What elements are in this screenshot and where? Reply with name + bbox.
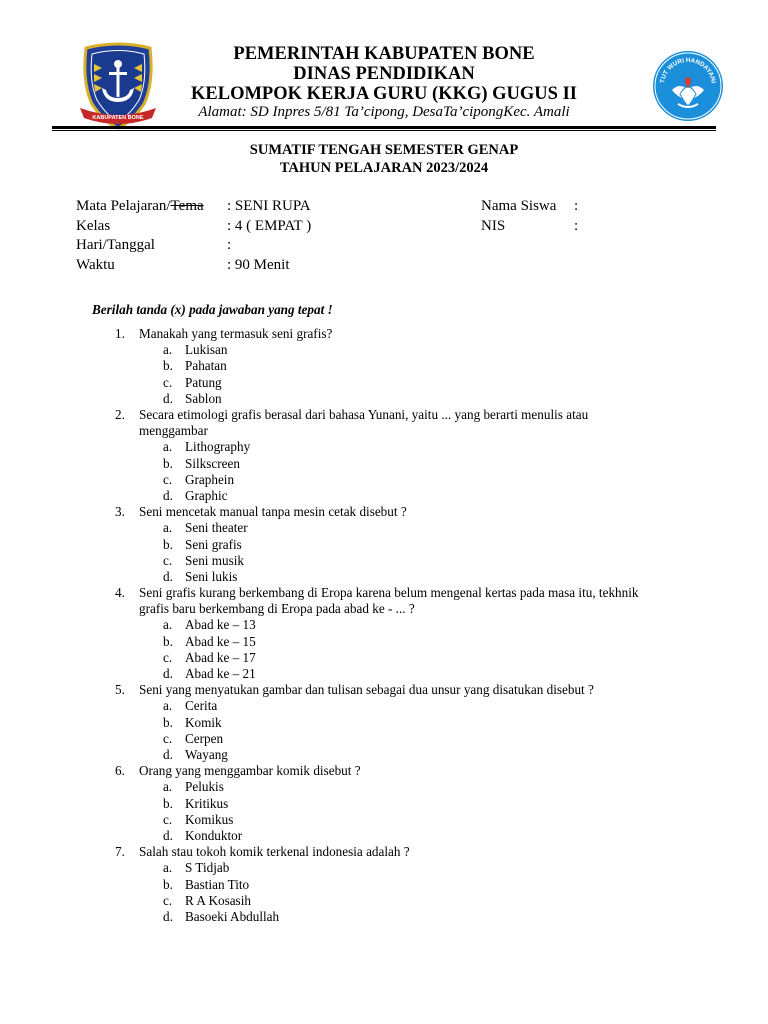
option-letter: b. (163, 876, 173, 892)
option-text: Seni theater (185, 520, 248, 536)
option-letter: a. (163, 779, 173, 795)
info-right (481, 197, 556, 236)
exam-title: SUMATIF TENGAH SEMESTER GENAP (249, 142, 519, 158)
answer-option[interactable] (0, 456, 768, 472)
info-value: : SENI RUPA (227, 198, 311, 214)
info-label: Waktu (76, 256, 115, 273)
answer-option[interactable] (0, 439, 768, 455)
option-letter: b. (163, 714, 173, 730)
question-item (0, 504, 768, 520)
option-letter: c. (163, 471, 173, 487)
question-text: Orang yang menggambar komik disebut ? (139, 763, 361, 779)
option-letter: b. (163, 358, 173, 374)
info-value: : 90 Menit (227, 256, 290, 273)
answer-option[interactable] (0, 909, 768, 925)
answer-option[interactable] (0, 860, 768, 876)
option-text: Bastian Tito (185, 876, 250, 892)
answer-option[interactable] (0, 796, 768, 812)
address: Alamat: SD Inpres 5/81 Ta’cipong, DesaTa’cipongKec. Amali (198, 104, 570, 120)
option-text: Lukisan (185, 342, 228, 358)
option-letter: d. (163, 568, 173, 584)
question-item (0, 763, 768, 779)
answer-option[interactable] (0, 650, 768, 666)
question-text: Seni grafis kurang berkembang di Eropa karena belum mengenal kertas pada masa itu, tekhnik grafis baru berkembang di Eropa pada abad ke - ... ? (139, 585, 639, 617)
answer-option[interactable] (0, 779, 768, 795)
answer-option[interactable] (0, 812, 768, 828)
header-rule-thick (52, 126, 716, 129)
option-text: Silkscreen (185, 455, 240, 471)
answer-option[interactable] (0, 731, 768, 747)
info-value: : (574, 217, 579, 234)
info-row-date (76, 236, 204, 256)
info-row-class (76, 217, 204, 237)
option-letter: b. (163, 633, 173, 649)
info-label: Kelas (76, 217, 111, 234)
question-number: 2. (115, 406, 125, 422)
question-number: 1. (115, 326, 125, 341)
answer-option[interactable] (0, 537, 768, 553)
question-item (0, 682, 768, 698)
option-text: Basoeki Abdullah (185, 908, 280, 924)
option-text: Abad ke – 17 (185, 649, 256, 665)
answer-option[interactable] (0, 391, 768, 407)
question-text: Seni yang menyatukan gambar dan tulisan sebagai dua unsur yang disatukan disebut ? (139, 682, 594, 698)
option-text: Lithography (185, 439, 251, 455)
info-left (76, 197, 204, 275)
option-letter: a. (163, 860, 173, 876)
info-label: Mata Pelajaran/ (76, 198, 171, 214)
info-label-struck: Tema (170, 198, 204, 214)
option-text: Kritikus (185, 795, 229, 811)
answer-option[interactable] (0, 375, 768, 391)
answer-option[interactable] (0, 634, 768, 650)
option-letter: b. (163, 795, 173, 811)
info-value: : (574, 198, 579, 214)
option-letter: c. (163, 811, 173, 827)
exam-year: TAHUN PELAJARAN 2023/2024 (279, 160, 489, 176)
option-text: Pahatan (185, 358, 227, 374)
kabupaten-bone-label: KABUPATEN BONE (92, 115, 144, 121)
option-letter: a. (163, 617, 173, 633)
option-letter: d. (163, 908, 173, 924)
question-item (0, 407, 768, 439)
option-text: Cerpen (185, 730, 224, 746)
answer-option[interactable] (0, 747, 768, 763)
question-number: 3. (115, 504, 125, 520)
answer-option[interactable] (0, 342, 768, 358)
option-text: Abad ke – 13 (185, 617, 256, 633)
letterhead (0, 44, 768, 121)
info-right-values (574, 197, 578, 236)
option-letter: d. (163, 746, 173, 762)
option-text: Komik (185, 714, 222, 730)
option-text: Cerita (185, 698, 218, 714)
option-letter: c. (163, 892, 173, 908)
option-text: Abad ke – 15 (185, 633, 256, 649)
kkg-name: KELOMPOK KERJA GURU (KKG) GUGUS II (191, 84, 577, 104)
option-letter: d. (163, 487, 173, 503)
question-text: Manakah yang termasuk seni grafis? (139, 326, 333, 341)
option-letter: a. (163, 520, 173, 536)
option-letter: b. (163, 536, 173, 552)
question-list (0, 326, 768, 925)
option-letter: c. (163, 374, 173, 390)
option-text: Patung (185, 374, 222, 390)
answer-option[interactable] (0, 698, 768, 714)
question-number: 6. (115, 763, 125, 779)
answer-option[interactable] (0, 893, 768, 909)
question-item (0, 585, 768, 617)
question-text: Salah stau tokoh komik terkenal indonesia adalah ? (139, 844, 410, 860)
option-text: Seni lukis (185, 568, 238, 584)
option-letter: a. (163, 698, 173, 714)
info-row-subject (76, 197, 204, 217)
info-label: Nama Siswa (481, 198, 557, 214)
info-left-values (227, 197, 311, 275)
answer-option[interactable] (0, 715, 768, 731)
question-number: 5. (115, 682, 125, 698)
option-letter: d. (163, 827, 173, 843)
answer-option[interactable] (0, 828, 768, 844)
question-number: 7. (115, 844, 125, 860)
option-text: Komikus (185, 811, 234, 827)
answer-option[interactable] (0, 488, 768, 504)
option-text: Seni grafis (185, 536, 242, 552)
option-letter: c. (163, 552, 173, 568)
option-letter: b. (163, 455, 173, 471)
option-letter: d. (163, 390, 173, 406)
option-letter: c. (163, 730, 173, 746)
option-text: Abad ke – 21 (185, 666, 256, 682)
instruction: Berilah tanda (x) pada jawaban yang tepat ! (92, 302, 333, 317)
tut-wuri-handayani-label: TUT WURI HANDAYANI (659, 56, 717, 84)
option-text: Wayang (185, 746, 228, 762)
option-text: Graphein (185, 471, 235, 487)
option-letter: d. (163, 666, 173, 682)
option-text: Konduktor (185, 827, 243, 843)
question-text: Secara etimologi grafis berasal dari bahasa Yunani, yaitu ... yang berarti menulis atau menggambar (139, 406, 589, 439)
info-label: Hari/Tanggal (76, 237, 155, 253)
option-letter: a. (163, 439, 173, 455)
option-text: Pelukis (185, 779, 224, 795)
option-text: Graphic (185, 487, 228, 503)
info-row-time (76, 256, 204, 276)
answer-option[interactable] (0, 617, 768, 633)
info-label: NIS (481, 217, 506, 234)
answer-option[interactable] (0, 553, 768, 569)
answer-option[interactable] (0, 520, 768, 536)
header-rule-thin (52, 130, 716, 131)
question-item (0, 844, 768, 860)
question-text: Seni mencetak manual tanpa mesin cetak disebut ? (139, 504, 407, 520)
answer-option[interactable] (0, 666, 768, 682)
answer-option[interactable] (0, 358, 768, 374)
answer-option[interactable] (0, 472, 768, 488)
option-text: Seni musik (185, 552, 244, 568)
govt-name: PEMERINTAH KABUPATEN BONE (233, 44, 535, 64)
info-value: : 4 ( EMPAT ) (227, 217, 312, 234)
question-item (0, 326, 768, 342)
question-number: 4. (115, 585, 125, 601)
option-text: R A Kosasih (185, 892, 251, 908)
answer-option[interactable] (0, 569, 768, 585)
option-letter: c. (163, 649, 173, 665)
answer-option[interactable] (0, 877, 768, 893)
info-value: : (227, 237, 232, 253)
agency-name: DINAS PENDIDIKAN (293, 64, 475, 84)
option-text: Sablon (185, 390, 222, 406)
option-letter: a. (163, 342, 173, 358)
option-text: S Tidjab (185, 860, 230, 876)
